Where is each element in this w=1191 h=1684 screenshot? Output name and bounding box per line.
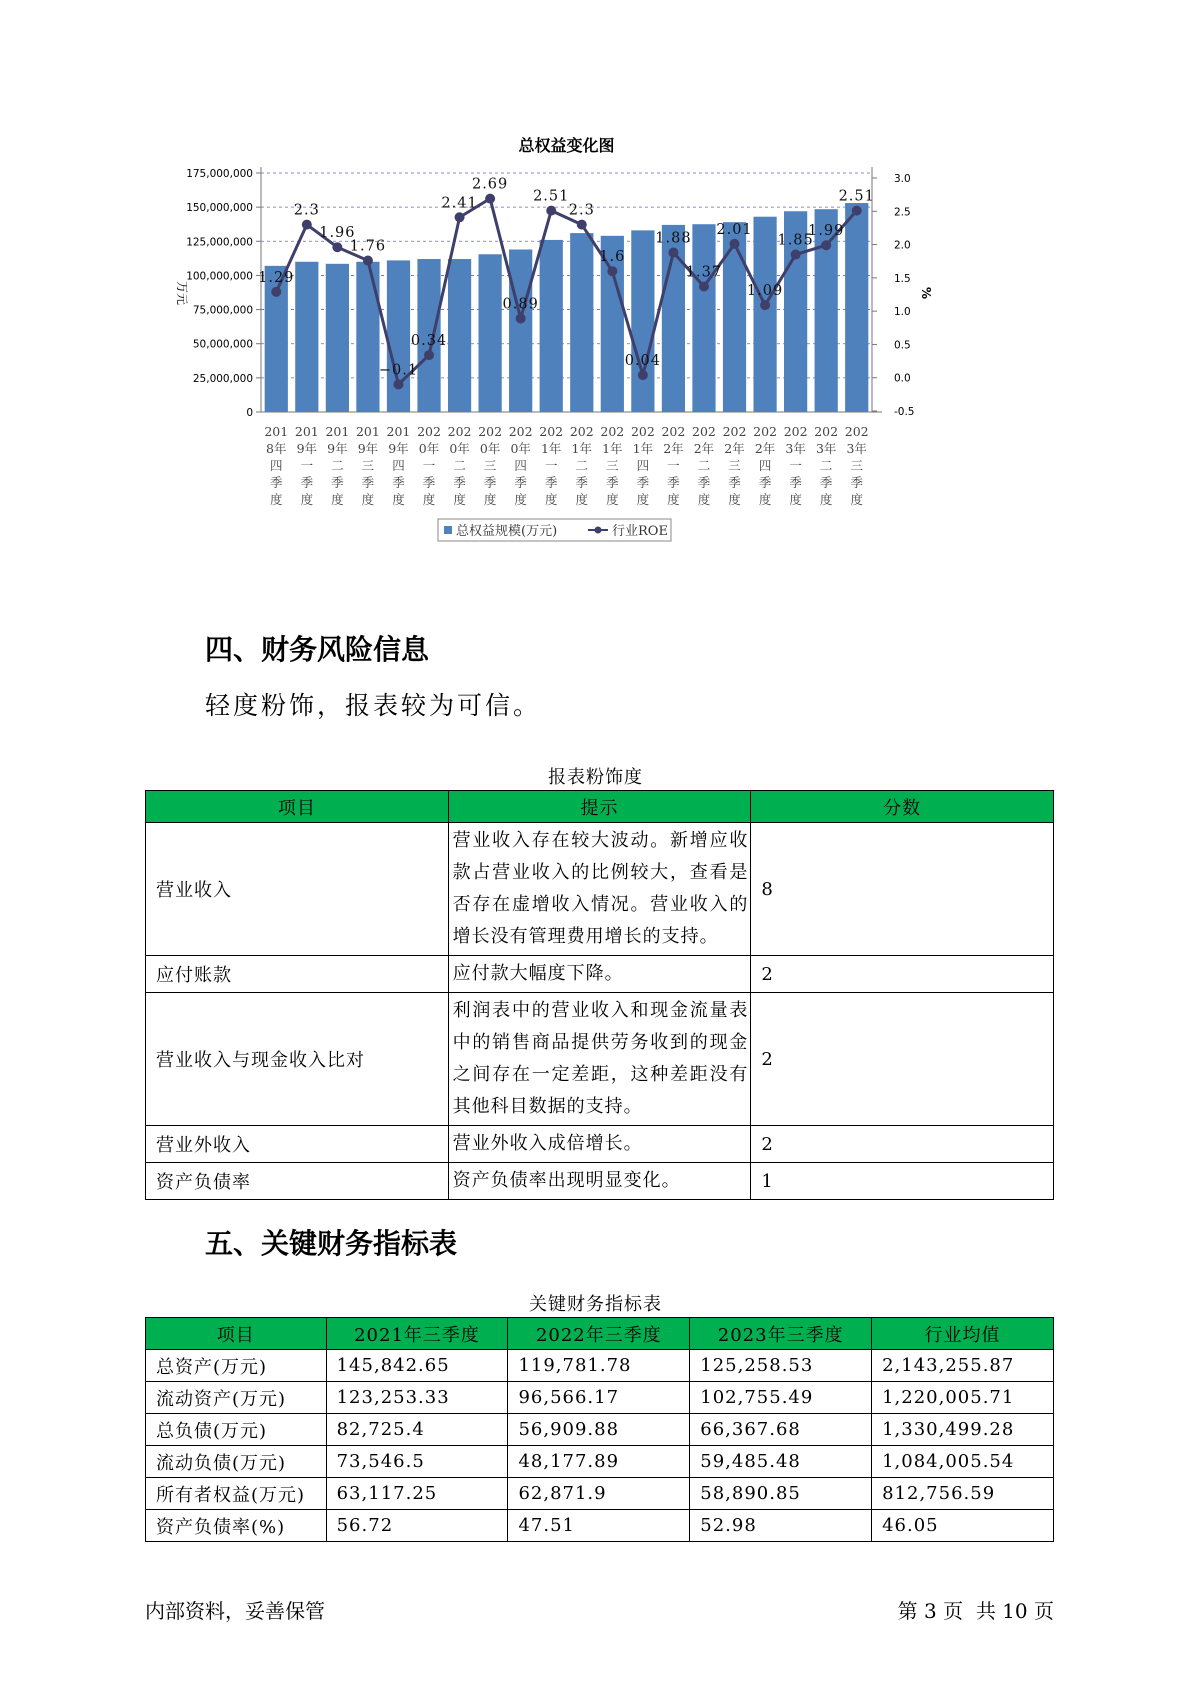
x-axis-tick-label: 2年 [663,441,684,456]
x-axis-tick-label: 202 [661,424,686,439]
roe-point [699,282,709,292]
x-axis-tick-label: 0年 [510,441,531,456]
roe-data-label: 2.69 [471,176,509,193]
x-axis-tick-label: 202 [630,424,655,439]
x-axis-tick-label: 三 [483,458,497,473]
x-axis-tick-label: 202 [600,424,625,439]
x-axis-tick-label: 季 [697,475,711,490]
risk-table-row [146,993,1054,1126]
x-axis-tick-label: 季 [331,475,344,490]
x-axis-tick-label: 202 [417,424,441,439]
roe-data-label: 1.96 [319,225,356,242]
kpi-value-cell: 59,485.48 [690,1446,872,1478]
x-axis-tick-label: 1年 [571,441,593,456]
section-5-heading: 五、关键财务指标表 [205,1227,458,1260]
x-axis-tick-label: 三 [728,458,741,473]
roe-point [760,300,770,310]
x-axis-tick-label: 0年 [449,441,470,456]
x-axis-tick-label: 季 [483,475,497,490]
roe-point [668,248,678,258]
kpi-value-cell: 119,781.78 [508,1350,690,1382]
kpi-value-cell: 1,220,005.71 [872,1382,1054,1414]
equity-bar [631,230,654,412]
roe-data-label: −0.1 [378,362,419,379]
equity-bar [845,203,868,412]
kpi-table-caption: 关键财务指标表 [529,1294,662,1315]
x-axis-tick-label: 度 [300,492,314,507]
x-axis-tick-label: 度 [667,492,680,507]
x-axis-tick-label: 度 [544,492,558,507]
x-axis-tick-label: 度 [453,492,466,507]
roe-data-label: 1.6 [599,249,626,266]
x-axis-tick-label: 度 [361,492,375,507]
kpi-value-cell: 82,725.4 [326,1414,508,1446]
roe-point [638,370,648,380]
x-axis-tick-label: 0年 [479,441,501,456]
kpi-header-cell: 2022年三季度 [508,1318,690,1350]
equity-bar [815,209,838,412]
x-axis-tick-label: 度 [514,492,527,507]
roe-data-label: 1.29 [258,269,295,286]
kpi-value-cell: 1,330,499.28 [872,1414,1054,1446]
x-axis-tick-label: 202 [722,424,747,439]
x-axis-tick-label: 一 [667,458,680,473]
roe-data-label: 1.76 [349,238,387,255]
kpi-value-cell: 125,258.53 [690,1350,872,1382]
kpi-value-cell: 145,842.65 [326,1350,508,1382]
x-axis-tick-label: 202 [814,424,839,439]
x-axis-tick-label: 9年 [388,441,409,456]
x-axis-tick-label: 四 [514,458,527,473]
roe-point [791,250,801,260]
risk-score-cell: 2 [751,993,1054,1126]
x-axis-tick-label: 202 [783,424,808,439]
kpi-value-cell: 48,177.89 [508,1446,690,1478]
equity-bar [753,217,776,412]
x-axis-tick-label: 三 [606,458,619,473]
roe-point [485,194,495,204]
kpi-value-cell: 58,890.85 [690,1478,872,1510]
x-axis-tick-label: 9年 [327,441,348,456]
x-axis-tick-label: 季 [728,475,741,490]
x-axis-tick-label: 三 [361,458,375,473]
roe-point [332,242,342,252]
equity-chart-svg [160,135,960,605]
kpi-value-cell: 96,566.17 [508,1382,690,1414]
roe-data-label: 2.3 [293,202,320,219]
y-axis-tick-label: 50,000,000 [192,338,253,351]
x-axis-tick-label: 季 [575,475,589,490]
kpi-item-cell: 流动负债(万元) [146,1446,327,1478]
x-axis-tick-label: 一 [789,458,802,473]
roe-data-label: 1.37 [685,264,723,281]
y2-axis-label: % [919,286,933,300]
x-axis-tick-label: 四 [636,458,650,473]
kpi-table-row [146,1382,1054,1414]
risk-score-cell: 8 [751,823,1054,956]
roe-data-label: 0.04 [624,353,662,370]
roe-data-label: 2.51 [838,188,875,205]
y2-axis-tick-label: -0.5 [894,406,915,418]
kpi-item-cell: 资产负债率(%) [146,1510,327,1542]
x-axis-tick-label: 二 [453,458,466,473]
x-axis-tick-label: 季 [819,475,833,490]
x-axis-tick-label: 季 [392,475,405,490]
legend-bar-label: 总权益规模(万元) [456,524,558,539]
kpi-value-cell: 63,117.25 [326,1478,508,1510]
roe-point [455,212,465,222]
x-axis-tick-label: 1年 [602,441,623,456]
x-axis-tick-label: 度 [270,492,283,507]
y-axis-tick-label: 75,000,000 [192,304,253,317]
y-axis-tick-label: 150,000,000 [186,202,253,215]
risk-table [145,790,1054,1200]
kpi-header-cell: 2021年三季度 [326,1318,508,1350]
x-axis-tick-label: 202 [508,424,533,439]
roe-data-label: 2.41 [441,195,478,212]
legend-bar-swatch [444,526,452,534]
x-axis-tick-label: 度 [606,492,619,507]
x-axis-tick-label: 202 [753,424,778,439]
equity-bar [295,262,318,412]
risk-hint-cell: 营业外收入成倍增长。 [448,1126,751,1163]
risk-table-header [146,791,1054,823]
x-axis-tick-label: 202 [447,424,472,439]
kpi-table-row [146,1446,1054,1478]
x-axis-tick-label: 3年 [815,441,837,456]
kpi-header-cell: 项目 [146,1318,327,1350]
x-axis-tick-label: 二 [331,458,344,473]
risk-table-row [146,1163,1054,1200]
kpi-header-cell: 行业均值 [872,1318,1054,1350]
x-axis-tick-label: 1年 [540,441,562,456]
y2-axis-tick-label: 0.0 [894,372,911,385]
footer-confidential: 内部资料，妥善保管 [145,1599,325,1623]
x-axis-tick-label: 度 [331,492,344,507]
x-axis-tick-label: 202 [539,424,564,439]
x-axis-tick-label: 201 [355,424,380,439]
roe-data-label: 2.01 [716,221,753,238]
x-axis-tick-label: 2年 [724,441,745,456]
risk-hint-cell: 资产负债率出现明显变化。 [448,1163,751,1200]
header-score: 分数 [751,791,1054,823]
y2-axis-tick-label: 1.0 [894,306,911,319]
x-axis-tick-label: 202 [569,424,594,439]
x-axis-tick-label: 201 [325,424,350,439]
kpi-table-header [146,1318,1054,1350]
x-axis-tick-label: 季 [789,475,802,490]
x-axis-tick-label: 202 [692,424,716,439]
y-axis-tick-label: 100,000,000 [186,270,253,283]
equity-chart [160,135,960,605]
equity-bar [356,262,379,412]
x-axis-tick-label: 季 [606,475,619,490]
section-4-heading: 四、财务风险信息 [205,633,430,666]
x-axis-tick-label: 季 [300,475,314,490]
x-axis-tick-label: 季 [544,475,558,490]
roe-point [546,206,556,216]
equity-bar [448,259,471,412]
x-axis-tick-label: 2年 [693,441,715,456]
equity-bar [570,233,593,412]
equity-bar [692,224,715,412]
kpi-value-cell: 56,909.88 [508,1414,690,1446]
x-axis-tick-label: 季 [636,475,650,490]
risk-table-row [146,1126,1054,1163]
y2-axis-tick-label: 3.0 [894,173,911,185]
x-axis-tick-label: 度 [636,492,650,507]
risk-item-cell: 应付账款 [146,956,449,993]
kpi-item-cell: 总负债(万元) [146,1414,327,1446]
kpi-value-cell: 102,755.49 [690,1382,872,1414]
x-axis-tick-label: 度 [697,492,711,507]
x-axis-tick-label: 三 [850,458,863,473]
equity-bar [326,264,349,412]
legend-line-marker [595,527,602,534]
x-axis-tick-label: 季 [514,475,527,490]
risk-score-cell: 1 [751,1163,1054,1200]
y2-axis-tick-label: 2.0 [894,239,911,252]
roe-point [607,266,617,276]
header-hint: 提示 [448,791,751,823]
x-axis-tick-label: 8年 [266,441,287,456]
kpi-value-cell: 56.72 [326,1510,508,1542]
y-axis-tick-label: 25,000,000 [192,372,253,385]
x-axis-tick-label: 四 [758,458,772,473]
x-axis-tick-label: 3年 [846,441,867,456]
header-item: 项目 [146,791,449,823]
roe-point [577,220,587,230]
kpi-value-cell: 62,871.9 [508,1478,690,1510]
kpi-item-cell: 总资产(万元) [146,1350,327,1382]
risk-summary: 轻度粉饰，报表较为可信。 [205,691,542,720]
equity-bar [723,222,746,412]
roe-data-label: 1.85 [777,232,814,249]
x-axis-tick-label: 度 [758,492,772,507]
x-axis-tick-label: 一 [544,458,558,473]
x-axis-tick-label: 二 [697,458,711,473]
risk-score-cell: 2 [751,956,1054,993]
roe-point [271,287,281,297]
x-axis-tick-label: 二 [819,458,833,473]
x-axis-tick-label: 度 [422,492,436,507]
y2-axis-tick-label: 1.5 [894,272,911,285]
risk-table-row [146,823,1054,956]
x-axis-tick-label: 度 [392,492,405,507]
roe-point [363,256,373,266]
risk-table-caption: 报表粉饰度 [548,767,643,788]
x-axis-tick-label: 季 [422,475,436,490]
kpi-table-row [146,1414,1054,1446]
x-axis-tick-label: 四 [270,458,283,473]
risk-item-cell: 营业外收入 [146,1126,449,1163]
kpi-value-cell: 812,756.59 [872,1478,1054,1510]
kpi-value-cell: 47.51 [508,1510,690,1542]
footer-page-number: 第 3 页 共 10 页 [897,1599,1054,1623]
x-axis-tick-label: 201 [264,424,289,439]
x-axis-tick-label: 202 [844,424,869,439]
y-axis-tick-label: 0 [246,407,253,419]
kpi-table-row [146,1350,1054,1382]
x-axis-tick-label: 9年 [296,441,318,456]
x-axis-tick-label: 四 [392,458,405,473]
x-axis-tick-label: 度 [483,492,497,507]
roe-point [821,240,831,250]
kpi-value-cell: 66,367.68 [690,1414,872,1446]
roe-point [424,350,434,360]
x-axis-tick-label: 201 [386,424,411,439]
roe-data-label: 1.99 [808,223,845,240]
kpi-table-row [146,1510,1054,1542]
roe-data-label: 2.3 [568,202,595,219]
x-axis-tick-label: 季 [270,475,283,490]
y-axis-tick-label: 125,000,000 [186,236,253,249]
x-axis-tick-label: 度 [575,492,589,507]
x-axis-tick-label: 季 [758,475,772,490]
kpi-table [145,1317,1054,1542]
equity-bar [540,240,563,412]
kpi-item-cell: 所有者权益(万元) [146,1478,327,1510]
x-axis-tick-label: 201 [294,424,319,439]
legend-line-label: 行业ROE [612,524,668,539]
kpi-value-cell: 123,253.33 [326,1382,508,1414]
x-axis-tick-label: 二 [575,458,589,473]
kpi-value-cell: 46.05 [872,1510,1054,1542]
kpi-value-cell: 1,084,005.54 [872,1446,1054,1478]
roe-point [393,379,403,389]
roe-point [730,239,740,249]
x-axis-tick-label: 度 [850,492,863,507]
kpi-value-cell: 52.98 [690,1510,872,1542]
x-axis-tick-label: 202 [478,424,503,439]
x-axis-tick-label: 季 [667,475,680,490]
y2-axis-tick-label: 2.5 [894,206,911,219]
x-axis-tick-label: 季 [361,475,375,490]
roe-data-label: 1.88 [655,230,692,247]
kpi-value-cell: 73,546.5 [326,1446,508,1478]
y-axis-label: 万元 [175,280,189,306]
risk-hint-cell: 应付款大幅度下降。 [448,956,751,993]
equity-bar [479,254,502,412]
risk-hint-cell: 营业收入存在较大波动。新增应收款占营业收入的比例较大，查看是否存在虚增收入情况。营业收入的增长没有管理费用增长的支持。 [448,823,751,956]
risk-score-cell: 2 [751,1126,1054,1163]
risk-table-row [146,956,1054,993]
roe-point [302,220,312,230]
roe-data-label: 0.34 [410,333,448,350]
x-axis-tick-label: 2年 [754,441,776,456]
kpi-table-row [146,1478,1054,1510]
x-axis-tick-label: 一 [300,458,314,473]
y-axis-tick-label: 175,000,000 [186,168,253,180]
x-axis-tick-label: 1年 [632,441,654,456]
x-axis-tick-label: 度 [728,492,741,507]
y2-axis-tick-label: 0.5 [894,339,911,352]
risk-item-cell: 资产负债率 [146,1163,449,1200]
x-axis-tick-label: 9年 [357,441,379,456]
equity-bar [509,249,532,412]
x-axis-tick-label: 季 [850,475,863,490]
x-axis-tick-label: 度 [789,492,802,507]
x-axis-tick-label: 一 [422,458,436,473]
x-axis-tick-label: 3年 [785,441,806,456]
kpi-item-cell: 流动资产(万元) [146,1382,327,1414]
kpi-header-cell: 2023年三季度 [690,1318,872,1350]
roe-data-label: 1.09 [746,283,784,300]
roe-data-label: 2.51 [533,188,570,205]
roe-point [852,206,862,216]
risk-item-cell: 营业收入 [146,823,449,956]
x-axis-tick-label: 度 [819,492,833,507]
chart-title: 总权益变化图 [518,136,615,155]
risk-hint-cell: 利润表中的营业收入和现金流量表中的销售商品提供劳务收到的现金之间存在一定差距，这种差距没有其他科目数据的支持。 [448,993,751,1126]
kpi-value-cell: 2,143,255.87 [872,1350,1054,1382]
risk-item-cell: 营业收入与现金收入比对 [146,993,449,1126]
roe-data-label: 0.89 [502,296,539,313]
x-axis-tick-label: 季 [453,475,466,490]
roe-point [516,313,526,323]
x-axis-tick-label: 0年 [418,441,440,456]
